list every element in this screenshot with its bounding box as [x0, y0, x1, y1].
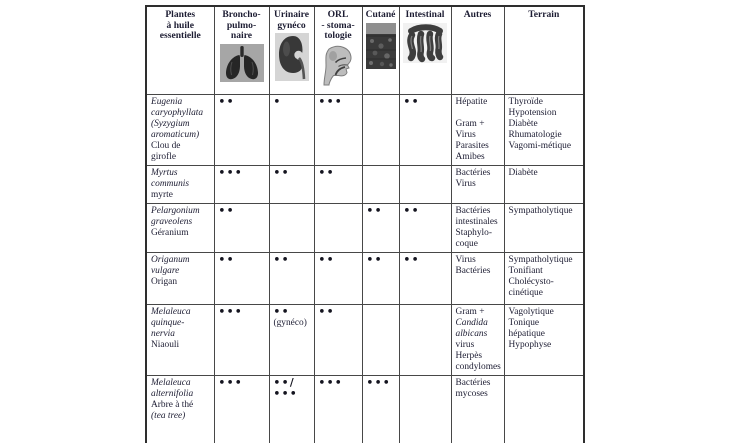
- text-line: Bactéries: [455, 167, 491, 178]
- text-line: Tonique: [508, 317, 540, 328]
- text-line: [456, 108, 502, 119]
- plant-row-5: [146, 304, 584, 375]
- text-line: Bactéries: [455, 377, 491, 388]
- header-autres: [451, 6, 504, 94]
- text-line: Cholécysto-: [508, 276, 554, 287]
- text-line: Hypophyse: [508, 339, 552, 350]
- dot-rating: ••/: [273, 376, 296, 389]
- header-label-plantes: [148, 10, 213, 42]
- text-line: Amibes: [455, 151, 485, 162]
- dot-rating: •••: [366, 376, 392, 389]
- cell-broncho-row2: [214, 165, 269, 203]
- cell-plant-row1: [146, 94, 214, 165]
- text-line: Clou de: [151, 140, 181, 151]
- text-line: nervia: [151, 328, 175, 339]
- text-line: Terrain: [528, 9, 560, 20]
- cell-cutane-row5: [362, 304, 399, 375]
- cell-broncho-row4: [214, 252, 269, 304]
- text-line: vulgare: [151, 265, 180, 276]
- cell-cutane-row3: [362, 203, 399, 252]
- text-line: Pelargonium: [151, 205, 200, 216]
- text-line: Gram +: [455, 118, 485, 129]
- kidney-icon: [271, 33, 313, 81]
- header-label-terrain: [506, 10, 583, 21]
- text-line: Melaleuca: [151, 377, 191, 388]
- text-line: myrte: [151, 189, 173, 200]
- text-line: graveolens: [151, 216, 193, 227]
- cell-broncho-row6: [214, 375, 269, 443]
- cell-intestinal-row1: [399, 94, 451, 165]
- cell-intestinal-row5: [399, 304, 451, 375]
- cell-broncho-row3: [214, 203, 269, 252]
- text-line: Diabète: [508, 118, 538, 129]
- header-orl-stomatologie: [314, 6, 362, 94]
- text-line: Tonifiant: [508, 265, 543, 276]
- text-line: Herpès: [455, 350, 483, 361]
- text-line: coque: [455, 238, 478, 249]
- text-line: Candida: [455, 317, 488, 328]
- text-line: - stoma-: [321, 19, 355, 31]
- text-line: à huile: [166, 19, 194, 31]
- text-line: Plantes: [165, 9, 196, 20]
- text-line: Thyroïde: [508, 96, 543, 107]
- text-line: Sympatholytique: [508, 254, 573, 265]
- plant-row-2: [146, 165, 584, 203]
- dot-rating: •••: [318, 95, 344, 108]
- cell-autres-row2: [451, 165, 504, 203]
- text-line: Origan: [151, 276, 178, 287]
- text-line: condylomes: [455, 361, 501, 372]
- text-line: albicans: [455, 328, 488, 339]
- dot-rating: ••: [318, 305, 335, 318]
- cell-orl-row5: [314, 304, 362, 375]
- text-line: Bactéries: [455, 205, 491, 216]
- cell-autres-row3: [451, 203, 504, 252]
- dot-rating: ••: [218, 95, 235, 108]
- text-line: aromaticum): [151, 129, 200, 140]
- table-body: [146, 94, 584, 443]
- text-line: Origanum: [151, 254, 190, 265]
- cell-orl-row4: [314, 252, 362, 304]
- text-line: Rhumatologie: [508, 129, 562, 140]
- cell-intestinal-row2: [399, 165, 451, 203]
- cell-urinaire-row3: [269, 203, 314, 252]
- text-line: Bactéries: [455, 265, 491, 276]
- text-line: hépatique: [508, 328, 545, 339]
- text-line: Virus: [455, 129, 476, 140]
- cell-autres-row6: [451, 375, 504, 443]
- plant-row-1: [146, 94, 584, 165]
- text-line: Gram +: [455, 306, 485, 317]
- skin-icon: [364, 23, 398, 69]
- text-line: Broncho-: [222, 9, 261, 20]
- text-line: Parasites: [455, 140, 489, 151]
- cell-orl-row3: [314, 203, 362, 252]
- cell-urinaire-row6: [269, 375, 314, 443]
- dot-rating: ••: [273, 166, 290, 179]
- cell-plant-row4: [146, 252, 214, 304]
- text-line: (tea tree): [151, 410, 186, 421]
- cell-urinaire-row2: [269, 165, 314, 203]
- text-line: Diabète: [508, 167, 538, 178]
- text-line: Virus: [455, 178, 476, 189]
- text-line: Hépatite: [455, 96, 488, 107]
- text-line: essentielle: [159, 30, 201, 41]
- dot-rating: ••: [218, 204, 235, 217]
- cell-terrain-row1: [504, 94, 584, 165]
- text-line: naire: [230, 30, 253, 41]
- cell-terrain-row6: [504, 375, 584, 443]
- cell-orl-row6: [314, 375, 362, 443]
- text-line: Intestinal: [405, 9, 445, 20]
- cell-orl-row1: [314, 94, 362, 165]
- dot-rating: •••: [273, 387, 299, 400]
- cell-cutane-row6: [362, 375, 399, 443]
- text-line: alternifolia: [151, 388, 194, 399]
- cell-autres-row1: [451, 94, 504, 165]
- dot-rating: •••: [218, 166, 244, 179]
- text-line: Urinaire: [274, 9, 309, 20]
- cell-urinaire-row4: [269, 252, 314, 304]
- dot-rating: ••: [403, 204, 420, 217]
- text-line: (gynéco): [273, 317, 307, 328]
- cell-cutane-row2: [362, 165, 399, 203]
- dot-rating: ••: [318, 253, 335, 266]
- cell-terrain-row3: [504, 203, 584, 252]
- dot-rating: ••: [403, 95, 420, 108]
- essential-oils-table: [145, 5, 585, 443]
- text-line: Sympatholytique: [508, 205, 573, 216]
- header-terrain: [504, 6, 584, 94]
- cell-broncho-row5: [214, 304, 269, 375]
- text-line: Eugenia: [151, 96, 183, 107]
- cell-plant-row6: [146, 375, 214, 443]
- dot-rating: ••: [218, 253, 235, 266]
- text-line: gynéco: [277, 19, 306, 31]
- text-line: communis: [151, 178, 190, 189]
- text-line: Hypotension: [508, 107, 557, 118]
- head-profile-icon: [316, 44, 361, 86]
- header-label-urinaire: [271, 10, 313, 31]
- text-line: quinque-: [151, 317, 185, 328]
- header-broncho-pulmonaire: [214, 6, 269, 94]
- dot-rating: ••: [366, 253, 383, 266]
- header-label-autres: [453, 10, 503, 21]
- text-line: Virus: [455, 254, 476, 265]
- cell-intestinal-row3: [399, 203, 451, 252]
- cell-terrain-row4: [504, 252, 584, 304]
- text-line: mycoses: [455, 388, 488, 399]
- cell-urinaire-row5: [269, 304, 314, 375]
- cell-orl-row2: [314, 165, 362, 203]
- dot-rating: ••: [366, 204, 383, 217]
- header-label-cutane: [364, 10, 398, 21]
- lungs-icon: [216, 44, 268, 82]
- plant-row-4: [146, 252, 584, 304]
- cell-plant-row5: [146, 304, 214, 375]
- dot-rating: •••: [318, 376, 344, 389]
- cell-broncho-row1: [214, 94, 269, 165]
- header-row: [146, 6, 584, 94]
- text-line: Vagolytique: [508, 306, 554, 317]
- plant-row-3: [146, 203, 584, 252]
- cell-autres-row5: [451, 304, 504, 375]
- cell-terrain-row5: [504, 304, 584, 375]
- cell-plant-row2: [146, 165, 214, 203]
- intestine-icon: [401, 23, 450, 63]
- dot-rating: ••: [403, 253, 420, 266]
- header-intestinal: [399, 6, 451, 94]
- header-label-broncho: [216, 10, 268, 42]
- cell-urinaire-row1: [269, 94, 314, 165]
- text-line: Melaleuca: [151, 306, 191, 317]
- cell-cutane-row4: [362, 252, 399, 304]
- header-urinaire-gyneco: [269, 6, 314, 94]
- text-line: Autres: [463, 9, 492, 20]
- cell-terrain-row2: [504, 165, 584, 203]
- dot-rating: •••: [218, 376, 244, 389]
- text-line: Géranium: [151, 227, 189, 238]
- text-line: Cutané: [365, 9, 396, 20]
- text-line: Myrtus: [151, 167, 178, 178]
- text-line: Arbre à thé: [151, 399, 194, 410]
- header-label-intestinal: [401, 10, 450, 21]
- header-cutane: [362, 6, 399, 94]
- cell-plant-row3: [146, 203, 214, 252]
- dot-rating: ••: [273, 305, 290, 318]
- cell-intestinal-row4: [399, 252, 451, 304]
- cell-cutane-row1: [362, 94, 399, 165]
- text-line: Niaouli: [151, 339, 180, 350]
- text-line: Vagomi-métique: [508, 140, 571, 151]
- dot-rating: ••: [318, 166, 335, 179]
- text-line: Staphylo-: [455, 227, 492, 238]
- text-line: ORL: [327, 9, 349, 20]
- text-line: pulmo-: [226, 19, 257, 31]
- text-line: intestinales: [455, 216, 498, 227]
- cell-autres-row4: [451, 252, 504, 304]
- text-line: girofle: [151, 151, 176, 162]
- cell-intestinal-row6: [399, 375, 451, 443]
- text-line: tologie: [324, 30, 352, 41]
- plant-row-6: [146, 375, 584, 443]
- text-line: cinétique: [508, 287, 543, 298]
- text-line: virus: [455, 339, 475, 350]
- dot-rating: ••: [273, 253, 290, 266]
- dot-rating: •: [273, 95, 282, 108]
- text-line: (Syzygium: [151, 118, 190, 129]
- text-line: caryophyllata: [151, 107, 204, 118]
- header-label-orl: [316, 10, 361, 42]
- header-plantes: [146, 6, 214, 94]
- dot-rating: •••: [218, 305, 244, 318]
